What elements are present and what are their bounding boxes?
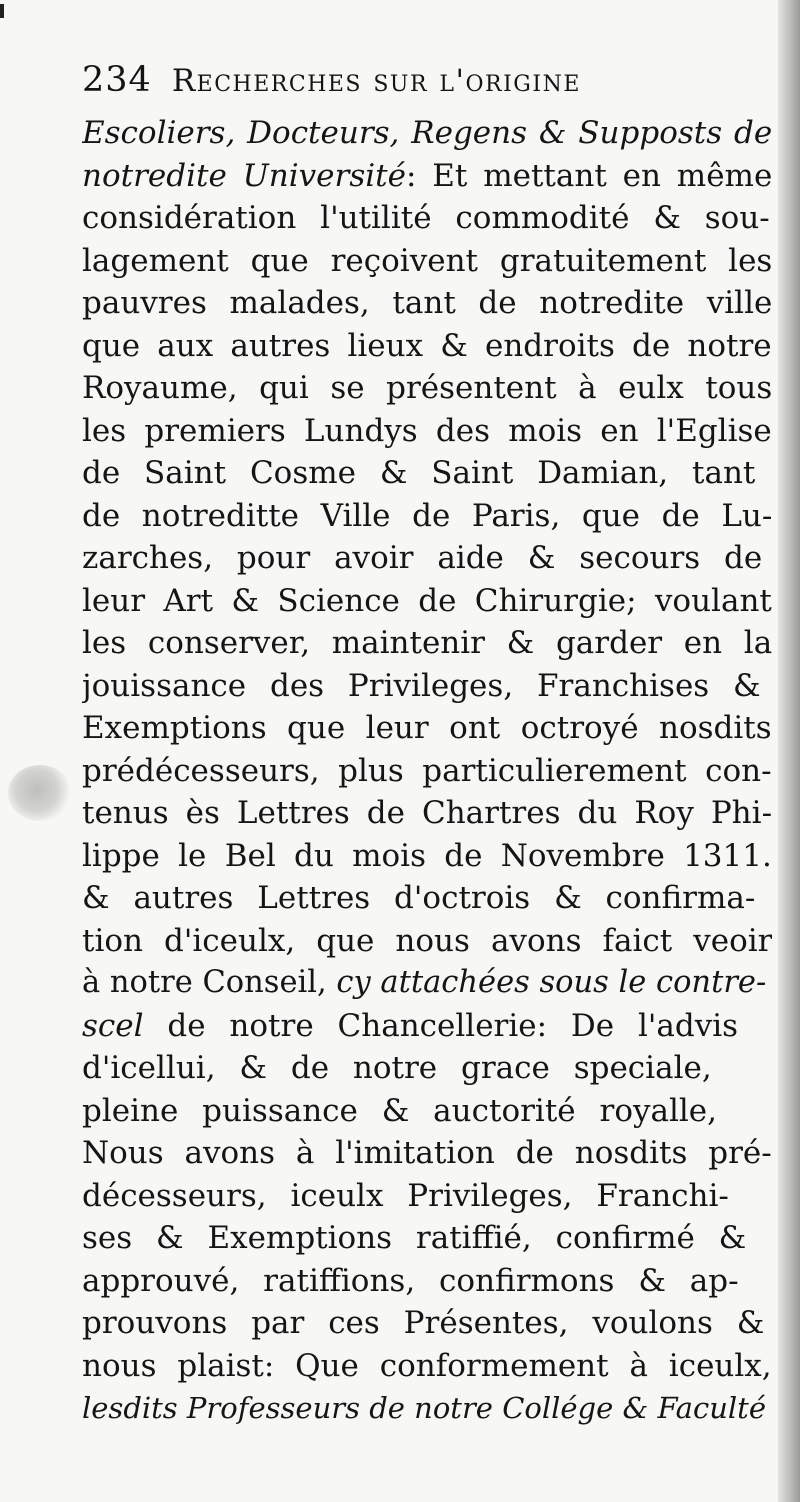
text-line [82, 962, 772, 1005]
text-line [82, 1217, 772, 1260]
roman-text: ses & Exemptions ratiffié, confirmé & [82, 1220, 747, 1256]
text-line [82, 537, 772, 580]
roman-text: Royaume, qui se présentent à eulx tous [82, 370, 772, 406]
text-line [82, 325, 772, 368]
text-line [82, 1175, 772, 1218]
roman-text: que aux autres lieux & endroits de notre [82, 327, 772, 364]
roman-text: lippe le Bel du mois de Novembre 1311. [82, 837, 772, 874]
text-line [82, 410, 772, 453]
roman-text: Nous avons à l'imitation de nosdits pré- [82, 1135, 772, 1171]
roman-text: & autres Lettres d'octrois & confirma- [82, 880, 756, 916]
text-line [82, 1387, 772, 1430]
paper-stain [8, 765, 72, 821]
italic-text: cy attachées sous le contre- [336, 965, 767, 1000]
text-line [82, 792, 772, 835]
page-header [82, 60, 772, 112]
text-line [82, 1047, 772, 1090]
text-line [82, 665, 772, 708]
roman-text: les premiers Lundys des mois en l'Eglise [82, 412, 772, 449]
text-line [82, 622, 772, 665]
roman-text: pauvres malades, tant de notredite ville [82, 285, 772, 321]
roman-text: leur Art & Science de Chirurgie; voulant [82, 582, 772, 619]
roman-text: : Et mettant en même [405, 157, 772, 194]
roman-text: lagement que reçoivent gratuitement les [82, 242, 772, 279]
text-line [82, 282, 772, 325]
roman-text: à notre Conseil, [82, 965, 337, 1000]
text-line [82, 1302, 772, 1345]
page-number: 234 [82, 60, 152, 100]
text-line [82, 197, 772, 240]
italic-text: lesdits Professeurs de notre Collége & Faculté [82, 1391, 766, 1425]
text-line [82, 495, 772, 538]
roman-text: de notreditte Ville de Paris, que de Lu- [82, 497, 772, 534]
roman-text: de notre Chancellerie: De l'advis [143, 1007, 739, 1044]
text-line [82, 155, 772, 198]
text-line [82, 877, 772, 920]
page-gutter-shadow [778, 0, 800, 1502]
text-line [82, 707, 772, 750]
italic-text: scel [82, 1007, 144, 1044]
text-line [82, 1005, 772, 1048]
roman-text: décesseurs, iceulx Privileges, Franchi- [82, 1177, 729, 1214]
body-text [82, 112, 772, 1430]
italic-text: Escoliers, Docteurs, Regens & Supposts de [82, 115, 772, 151]
roman-text: zarches, pour avoir aide & secours de [82, 540, 763, 576]
text-line [82, 1260, 772, 1303]
roman-text: tion d'iceulx, que nous avons faict veoir [82, 922, 772, 959]
roman-text: de Saint Cosme & Saint Damian, tant [82, 455, 756, 491]
text-line [82, 367, 772, 410]
text-line [82, 112, 772, 155]
text-line [82, 452, 772, 495]
roman-text: considération l'utilité commodité & sou- [82, 200, 770, 236]
roman-text: d'icellui, & de notre grace speciale, [82, 1050, 712, 1086]
text-line [82, 835, 772, 878]
roman-text: prouvons par ces Présentes, voulons & [82, 1305, 765, 1341]
roman-text: pleine puissance & auctorité royalle, [82, 1092, 718, 1129]
text-line [82, 1132, 772, 1175]
roman-text: nous plaist: Que conformement à iceulx, [82, 1347, 772, 1384]
running-title: Recherches sur l'origine [171, 63, 581, 99]
text-line [82, 750, 772, 793]
roman-text: tenus ès Lettres de Chartres du Roy Phi- [82, 795, 772, 831]
roman-text: Exemptions que leur ont octroyé nosdits [82, 710, 772, 746]
page-edge-mark [0, 4, 4, 18]
text-line [82, 1345, 772, 1388]
italic-text: notredite Université [82, 157, 406, 194]
roman-text: les conserver, maintenir & garder en la [82, 625, 772, 661]
roman-text: approuvé, ratiffions, confirmons & ap- [82, 1262, 739, 1299]
text-line [82, 240, 772, 283]
text-line [82, 1090, 772, 1133]
text-line [82, 920, 772, 963]
roman-text: jouissance des Privileges, Franchises & [82, 667, 761, 704]
text-line [82, 580, 772, 623]
roman-text: prédécesseurs, plus particulierement con- [82, 752, 772, 789]
